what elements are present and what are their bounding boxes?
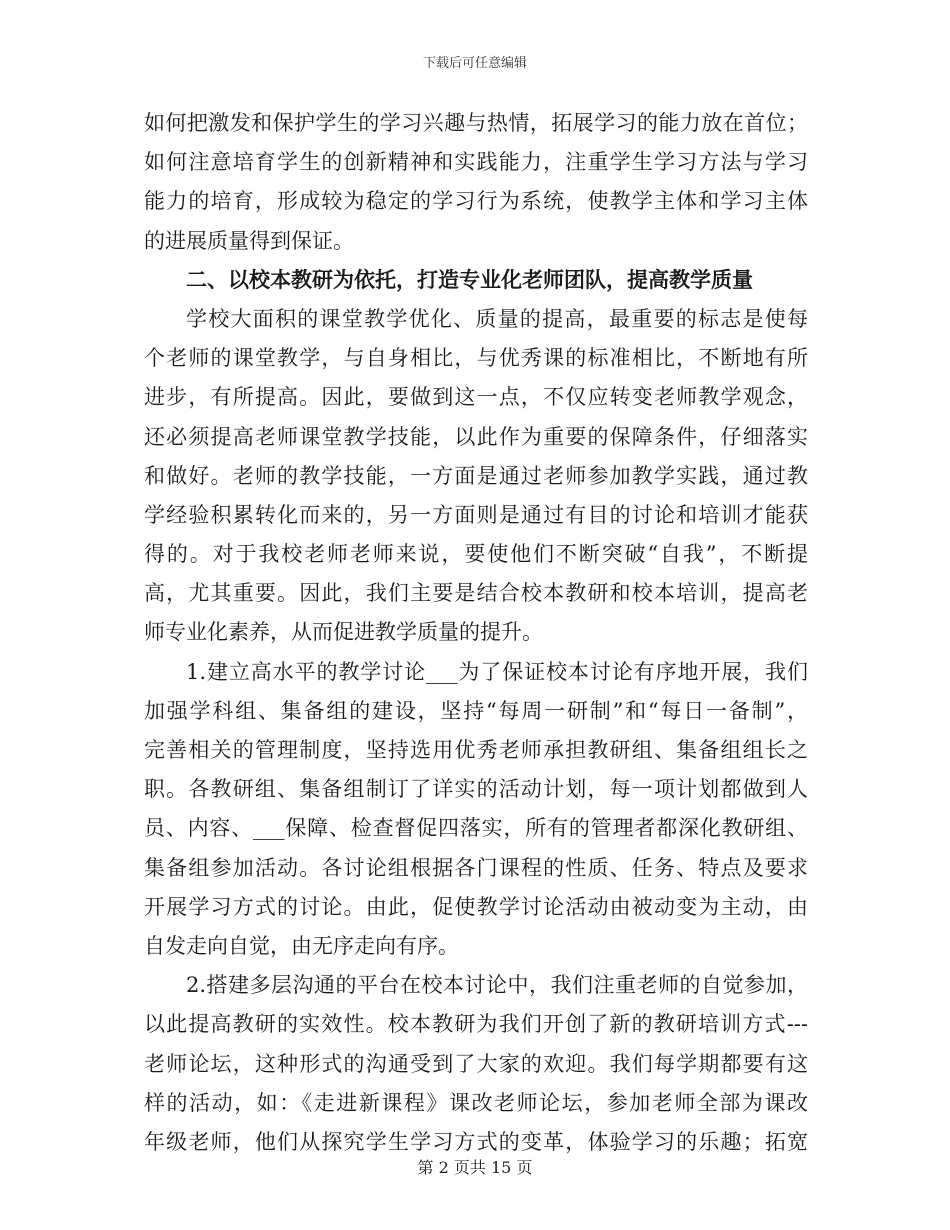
- text-line: 加强学科组、集备组的建设，坚持“每周一研制”和“每日一备制”，: [144, 698, 808, 723]
- page-header: 下载后可任意编辑: [422, 56, 527, 71]
- section-heading: 二、以校本教研为依托，打造专业化老师团队，提高教学质量: [186, 267, 753, 292]
- text-line: 的进展质量得到保证。: [144, 228, 354, 253]
- text-line: 还必须提高老师课堂教学技能，以此作为重要的保障条件，仔细落实: [144, 424, 808, 449]
- text-line: 集备组参加活动。各讨论组根据各门课程的性质、任务、特点及要求: [144, 855, 808, 880]
- text-line: 年级老师，他们从探究学生学习方式的变革，体验学习的乐趣；拓宽: [144, 1129, 808, 1154]
- text-line: 学经验积累转化而来的，另一方面则是通过有目的讨论和培训才能获: [144, 502, 808, 527]
- text-line: 员、内容、___保障、检查督促四落实，所有的管理者都深化教研组、: [144, 816, 808, 841]
- text-line: 如何把激发和保护学生的学习兴趣与热情，拓展学习的能力放在首位；: [144, 111, 808, 135]
- text-line: 得的。对于我校老师老师来说，要使他们不断突破“自我”，不断提: [144, 542, 808, 567]
- text-line: 高，尤其重要。因此，我们主要是结合校本教研和校本培训，提高老: [144, 581, 808, 606]
- text-line: 样的活动，如：《走进新课程》课改老师论坛，参加老师全部为课改: [144, 1090, 808, 1115]
- text-line: 2.搭建多层沟通的平台在校本讨论中，我们注重老师的自觉参加，: [186, 973, 808, 998]
- document-body: [144, 104, 808, 1162]
- text-line: 开展学习方式的讨论。由此，促使教学讨论活动由被动变为主动，由: [144, 894, 808, 919]
- text-line: 老师论坛，这种形式的沟通受到了大家的欢迎。我们每学期都要有这: [144, 1051, 808, 1076]
- text-line: 能力的培育，形成较为稳定的学习行为系统，使教学主体和学习主体: [144, 189, 808, 214]
- text-line: 职。各教研组、集备组制订了详实的活动计划，每一项计划都做到人: [144, 777, 808, 802]
- text-line: 完善相关的管理制度，坚持选用优秀老师承担教研组、集备组组长之: [144, 738, 808, 762]
- text-line: 如何注意培育学生的创新精神和实践能力，注重学生学习方法与学习: [144, 150, 808, 175]
- page-footer: 第 2 页共 15 页: [417, 1158, 533, 1177]
- text-line: 和做好。老师的教学技能，一方面是通过老师参加教学实践，通过教: [144, 463, 808, 488]
- text-line: 进步，有所提高。因此，要做到这一点，不仅应转变老师教学观念，: [144, 385, 808, 410]
- text-line: 个老师的课堂教学，与自身相比，与优秀课的标准相比，不断地有所: [144, 346, 808, 371]
- text-line: 以此提高教研的实效性。校本教研为我们开创了新的教研培训方式---: [144, 1012, 808, 1037]
- text-line: 自发走向自觉，由无序走向有序。: [144, 933, 459, 958]
- text-line: 师专业化素养，从而促进教学质量的提升。: [144, 620, 543, 645]
- text-line: 1.建立高水平的教学讨论___为了保证校本讨论有序地开展，我们: [186, 659, 808, 684]
- text-line: 学校大面积的课堂教学优化、质量的提高，最重要的标志是使每: [186, 306, 808, 331]
